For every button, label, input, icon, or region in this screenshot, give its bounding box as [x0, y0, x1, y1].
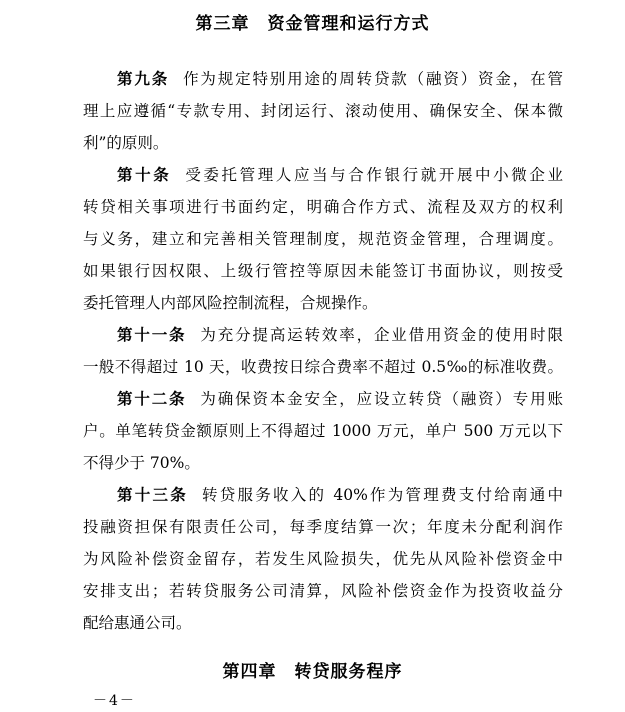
article-9-label: 第九条	[117, 70, 170, 88]
article-10-line-3: 与义务，建立和完善相关管理制度，规范资金管理，合理调度。	[83, 230, 563, 248]
chapter-3-number: 第三章	[195, 14, 250, 34]
chapter-3-title	[0, 9, 625, 34]
article-13-line-1: 第十三条 转贷服务收入的 40%作为管理费支付给南通中	[117, 486, 563, 504]
article-9-line-1: 第九条 作为规定特别用途的周转贷款（融资）资金，在管	[117, 70, 563, 88]
article-9-line-3: 利”的原则。	[83, 134, 169, 152]
chapter-3-name: 资金管理和运行方式	[267, 14, 430, 34]
article-12-line-1: 第十二条 为确保资本金安全，应设立转贷（融资）专用账	[117, 390, 563, 408]
article-10-line-1: 第十条 受委托管理人应当与合作银行就开展中小微企业	[117, 166, 563, 184]
chapter-4-name: 转贷服务程序	[294, 662, 403, 682]
article-10-line-4: 如果银行因权限、上级行管控等原因未能签订书面协议，则按受	[83, 262, 563, 280]
article-10-line-5: 委托管理人内部风险控制流程，合规操作。	[83, 294, 378, 312]
chapter-4-title	[0, 657, 625, 682]
article-13-label: 第十三条	[117, 486, 188, 504]
article-13-line-3: 为风险补偿资金留存，若发生风险损失，优先从风险补偿资金中	[83, 550, 563, 568]
article-13-line-2: 投融资担保有限责任公司，每季度结算一次；年度未分配利润作	[83, 518, 563, 536]
article-11-line-2: 一般不得超过 10 天，收费按日综合费率不超过 0.5‰的标准收费。	[83, 358, 563, 376]
article-12-label: 第十二条	[117, 390, 187, 408]
article-11-line-1: 第十一条 为充分提高运转效率，企业借用资金的使用时限	[117, 326, 563, 344]
article-12-line-3: 不得少于 70%。	[83, 454, 200, 472]
article-12-line-2: 户。单笔转贷金额原则上不得超过 1000 万元，单户 500 万元以下	[83, 422, 563, 440]
article-11-label: 第十一条	[117, 326, 187, 344]
article-13-line-5: 配给惠通公司。	[83, 614, 192, 632]
article-13-line-4: 安排支出；若转贷服务公司清算，风险补偿资金作为投资收益分	[83, 582, 563, 600]
chapter-4-number: 第四章	[222, 662, 277, 682]
page-number: －4－	[93, 693, 136, 709]
article-10-line-2: 转贷相关事项进行书面约定，明确合作方式、流程及双方的权利	[83, 198, 563, 216]
article-9-line-2: 理上应遵循“专款专用、封闭运行、滚动使用、确保安全、保本微	[83, 102, 563, 120]
article-10-label: 第十条	[117, 166, 172, 184]
